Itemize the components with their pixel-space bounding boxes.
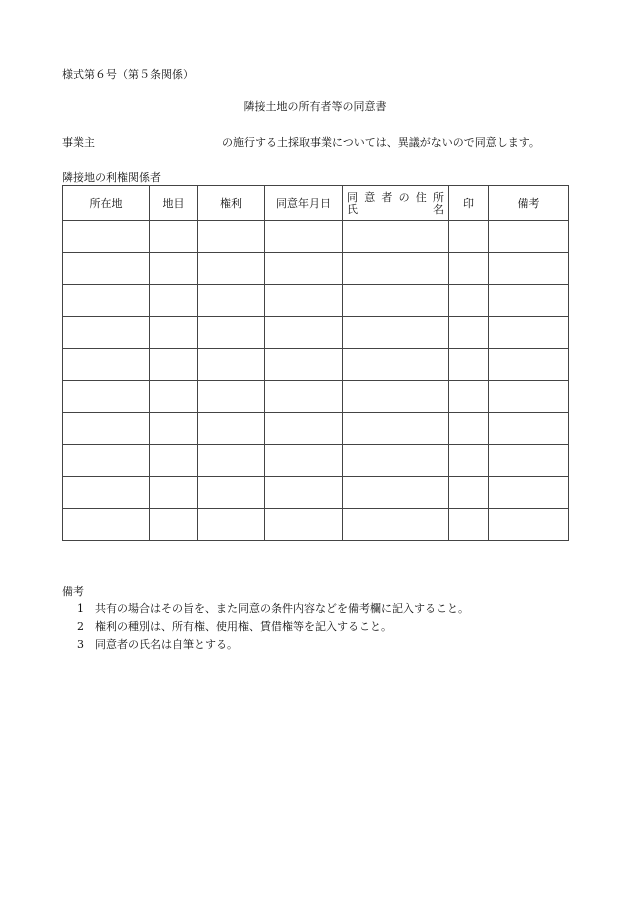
table-cell[interactable]	[198, 509, 265, 541]
remarks-item	[77, 636, 238, 652]
header-char: 意	[364, 191, 376, 204]
header-char: 者	[381, 191, 393, 204]
table-cell[interactable]	[343, 317, 449, 349]
remarks-item-text: 同意者の氏名は自筆とする。	[95, 638, 238, 651]
table-cell[interactable]	[150, 221, 198, 253]
table-cell[interactable]	[198, 413, 265, 445]
table-cell[interactable]	[198, 253, 265, 285]
table-cell[interactable]	[449, 221, 489, 253]
table-cell[interactable]	[449, 285, 489, 317]
table-cell[interactable]	[63, 381, 150, 413]
table-cell[interactable]	[489, 381, 569, 413]
table-cell[interactable]	[343, 445, 449, 477]
remarks-item-number: 2	[77, 620, 84, 633]
table-cell[interactable]	[449, 413, 489, 445]
table-cell[interactable]	[449, 381, 489, 413]
table-cell[interactable]	[265, 317, 343, 349]
table-cell[interactable]	[265, 221, 343, 253]
table-cell[interactable]	[449, 349, 489, 381]
table-row	[63, 413, 569, 445]
table-cell[interactable]	[198, 477, 265, 509]
table-cell[interactable]	[489, 317, 569, 349]
header-char: 氏	[347, 203, 358, 216]
table-cell[interactable]	[343, 413, 449, 445]
header-char: 同	[347, 191, 358, 204]
table-cell[interactable]	[265, 445, 343, 477]
table-cell[interactable]	[198, 445, 265, 477]
table-cell[interactable]	[63, 317, 150, 349]
header-char: 所	[432, 191, 444, 204]
remarks-item-text: 権利の種別は、所有権、使用権、賃借権等を記入すること。	[95, 620, 392, 633]
table-cell[interactable]	[343, 477, 449, 509]
table-cell[interactable]	[343, 253, 449, 285]
table-header-row	[63, 186, 569, 221]
table-cell[interactable]	[150, 509, 198, 541]
remarks-item-number: 1	[77, 602, 84, 615]
table-cell[interactable]	[63, 285, 150, 317]
table-cell[interactable]	[265, 509, 343, 541]
header-char: の	[398, 191, 410, 204]
table-cell[interactable]	[198, 285, 265, 317]
table-cell[interactable]	[150, 413, 198, 445]
header-char: 名	[433, 203, 444, 216]
table-row	[63, 317, 569, 349]
col-header-consent-date: 同意年月日	[265, 186, 343, 221]
table-row	[63, 445, 569, 477]
table-cell[interactable]	[63, 253, 150, 285]
table-cell[interactable]	[150, 445, 198, 477]
table-cell[interactable]	[150, 285, 198, 317]
table-cell[interactable]	[150, 381, 198, 413]
col-header-remarks: 備考	[489, 186, 569, 221]
table-cell[interactable]	[63, 445, 150, 477]
table-row	[63, 285, 569, 317]
table-cell[interactable]	[198, 221, 265, 253]
table-cell[interactable]	[343, 285, 449, 317]
table-cell[interactable]	[449, 477, 489, 509]
table-cell[interactable]	[63, 509, 150, 541]
table-cell[interactable]	[265, 285, 343, 317]
col-header-location: 所在地	[63, 186, 150, 221]
table-row	[63, 509, 569, 541]
table-cell[interactable]	[265, 253, 343, 285]
table-cell[interactable]	[449, 253, 489, 285]
remarks-item-text: 共有の場合はその旨を、また同意の条件内容などを備考欄に記入すること。	[95, 602, 469, 615]
operator-label: 事業主	[62, 136, 95, 149]
table-cell[interactable]	[489, 477, 569, 509]
table-cell[interactable]	[489, 253, 569, 285]
table-row	[63, 381, 569, 413]
table-cell[interactable]	[198, 317, 265, 349]
table-cell[interactable]	[265, 381, 343, 413]
consent-table	[62, 185, 569, 541]
table-cell[interactable]	[489, 349, 569, 381]
remarks-item	[77, 618, 392, 634]
table-cell[interactable]	[449, 445, 489, 477]
table-cell[interactable]	[198, 381, 265, 413]
table-cell[interactable]	[449, 509, 489, 541]
document-title: 隣接土地の所有者等の同意書	[243, 100, 387, 113]
header-char: 住	[415, 191, 427, 204]
remarks-item	[77, 600, 469, 616]
col-header-consenter-address-name	[343, 186, 449, 221]
form-number: 様式第６号（第５条関係）	[62, 68, 194, 81]
table-cell[interactable]	[150, 477, 198, 509]
table-cell[interactable]	[489, 221, 569, 253]
remarks-heading: 備考	[62, 585, 84, 598]
table-cell[interactable]	[150, 317, 198, 349]
table-cell[interactable]	[489, 413, 569, 445]
table-cell[interactable]	[449, 317, 489, 349]
table-row	[63, 349, 569, 381]
table-cell[interactable]	[489, 445, 569, 477]
table-cell[interactable]	[489, 285, 569, 317]
table-cell[interactable]	[343, 221, 449, 253]
table-cell[interactable]	[343, 381, 449, 413]
table-cell[interactable]	[198, 349, 265, 381]
table-section-label: 隣接地の利権関係者	[62, 171, 161, 184]
table-cell[interactable]	[343, 349, 449, 381]
table-cell[interactable]	[489, 509, 569, 541]
table-row	[63, 253, 569, 285]
operator-statement: の施行する土採取事業については、異議がないので同意します。	[222, 136, 540, 149]
table-body	[63, 221, 569, 541]
table-cell[interactable]	[343, 509, 449, 541]
table-cell[interactable]	[150, 349, 198, 381]
table-cell[interactable]	[265, 349, 343, 381]
table-cell[interactable]	[150, 253, 198, 285]
table-cell[interactable]	[63, 477, 150, 509]
table-cell[interactable]	[63, 413, 150, 445]
col-header-land-category: 地目	[150, 186, 198, 221]
table-cell[interactable]	[265, 413, 343, 445]
table-cell[interactable]	[63, 349, 150, 381]
col-header-seal: 印	[449, 186, 489, 221]
col-header-right: 権利	[198, 186, 265, 221]
table-row	[63, 477, 569, 509]
table-row	[63, 221, 569, 253]
table-cell[interactable]	[63, 221, 150, 253]
remarks-item-number: 3	[77, 638, 84, 651]
table-cell[interactable]	[265, 477, 343, 509]
